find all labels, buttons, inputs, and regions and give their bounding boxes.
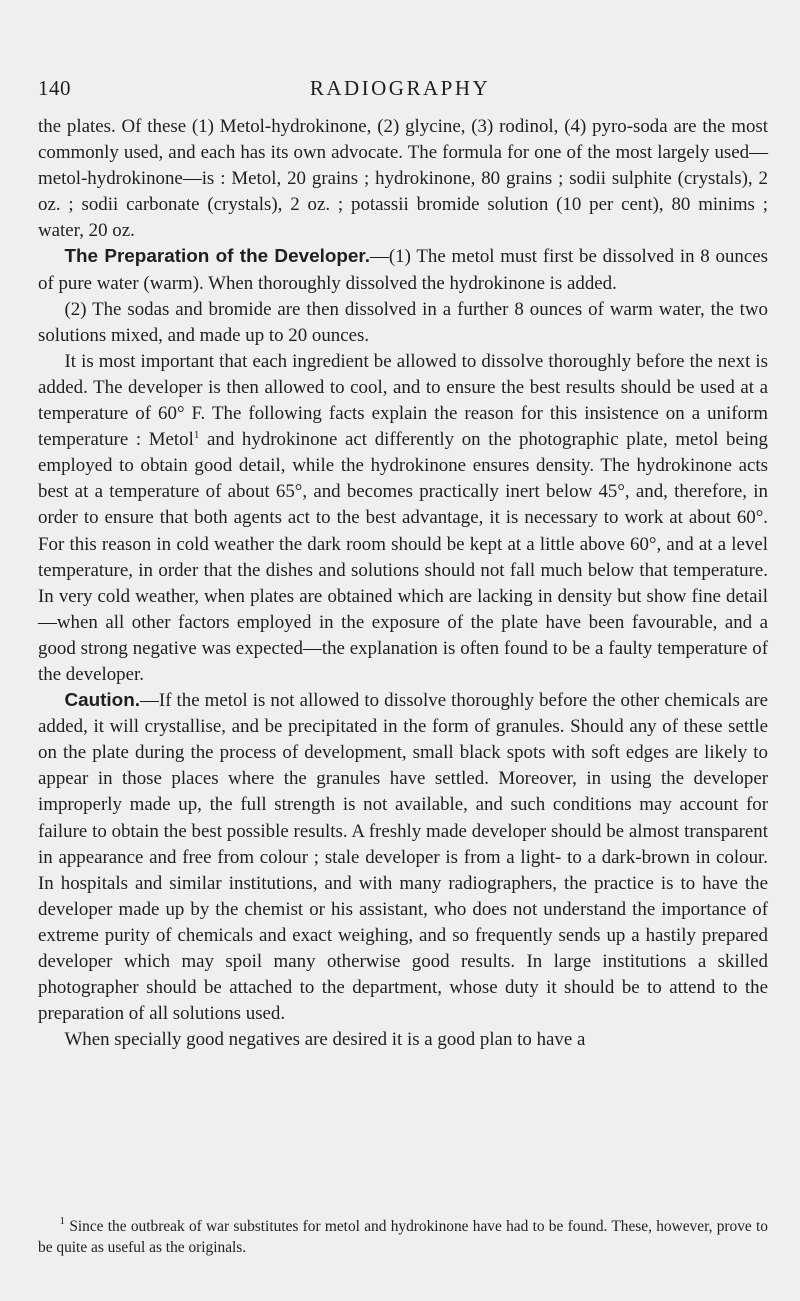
footnote bbox=[38, 1216, 768, 1258]
paragraph-good-negatives: When specially good negatives are desired it is a good plan to have a bbox=[64, 1029, 586, 1051]
running-title: RADIOGRAPHY bbox=[309, 76, 491, 100]
paragraph-sodas-bromide: (2) The sodas and bromide are then dissolved in a further 8 ounces of warm water, the two solutions mixed, and made up to 20 ounces. bbox=[38, 298, 768, 346]
footnote-marker: 1 bbox=[59, 1215, 66, 1227]
footnote-text: Since the outbreak of war substitutes for metol and hydrokinone have had to be found. These, however, prove to be quite as useful as the originals. bbox=[38, 1218, 768, 1256]
section-heading-caution: Caution. bbox=[64, 690, 141, 712]
body-text bbox=[38, 114, 768, 1053]
page-header bbox=[0, 76, 800, 110]
paragraph-caution bbox=[38, 688, 768, 1027]
footnote-reference: 1 bbox=[193, 429, 200, 442]
paragraph-preparation-text: —(1) The metol must first be dissolved in 8 ounces of pure water (warm). When thoroughly dissolved the hydrokinone is added. bbox=[38, 246, 768, 294]
paragraph-caution-text: —If the metol is not allowed to dissolve thoroughly before the other chemicals are added, it will crystallise, and be precipitated in the form of granules. Should any of these settle on the plate during the process of development, small black spots with soft edges are likely to appear in those places where the granules have settled. Moreover, in using the developer improperly made up, the full strength is not available, and such conditions may account for failure to obtain the best possible results. A freshly made developer should be almost transparent in appearance and free from colour ; stale developer is from a light- to a dark-brown in colour. In hospitals and similar institutions, and with many radiographers, the practice is to have the developer made up by the chemist or his assistant, who does not understand the importance of extreme purity of chemicals and exact weighing, and so frequently sends up a hastily prepared developer which may spoil many otherwise good results. In large institutions a skilled photographer should be attached to the department, whose duty it should be to attend to the preparation of all solutions used. bbox=[38, 690, 768, 1025]
paragraph-temperature bbox=[38, 349, 768, 688]
section-heading-preparation: The Preparation of the Developer. bbox=[64, 246, 370, 268]
paragraph-temperature-text-a: It is most important that each ingredient be allowed to dissolve thoroughly before the next is added. The developer is then allowed to cool, and to ensure the best results should be used at a temperature of 60° F. The following facts explain the reason for this insistence on a uniform temperature : Metol bbox=[38, 350, 768, 451]
paragraph-temperature-text-b: and hydrokinone act differently on the photographic plate, metol being employed to obtain good detail, while the hydrokinone ensures density. The hydrokinone acts best at a temperature of about 65°, and becomes practically inert below 45°, and, therefore, in order to ensure that both agents act to the best advantage, it is necessary to work at about 60°. For this reason in cold weather the dark room should be kept at a little above 60°, and at a level temperature, in order that the dishes and solutions should not fall much below that temperature. In very cold weather, when plates are obtained which are lacking in density but show fine detail—when all other factors employed in the exposure of the plate have been favourable, and a good strong negative was expected—the explanation is often found to be a faulty temperature of the developer. bbox=[38, 429, 768, 685]
paragraph-developer-formula: the plates. Of these (1) Metol-hydrokinone, (2) glycine, (3) rodinol, (4) pyro-soda are the most commonly used, and each has its own advocate. The formula for one of the most largely used—metol-hydrokinone—is : Metol, 20 grains ; hydrokinone, 80 grains ; sodii sulphite (crystals), 2 oz. ; sodii carbonate (crystals), 2 oz. ; potassii bromide solution (10 per cent), 80 minims ; water, 20 oz. bbox=[38, 116, 768, 242]
page-number: 140 bbox=[38, 76, 71, 100]
paragraph-preparation bbox=[38, 244, 768, 296]
